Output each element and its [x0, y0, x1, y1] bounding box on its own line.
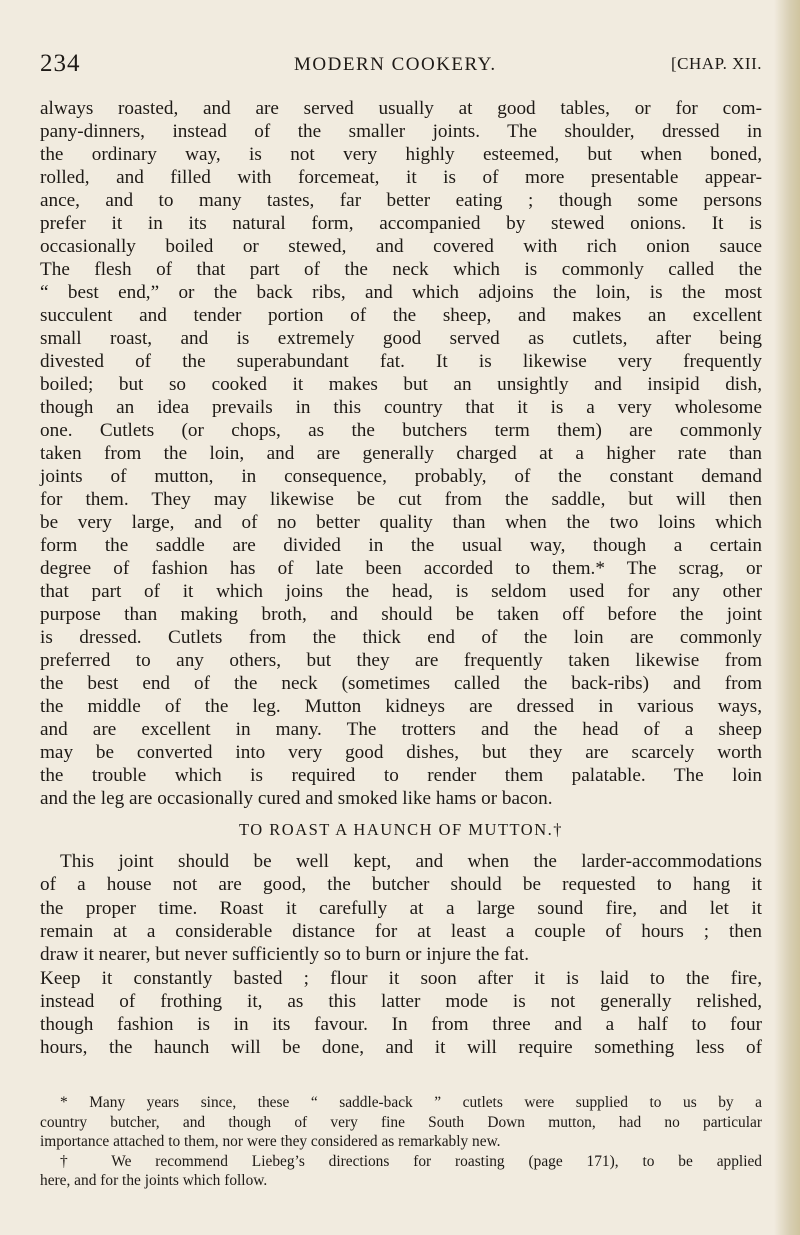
body-line: the middle of the leg. Mutton kidneys are dressed in various ways, [40, 696, 762, 717]
body-line: always roasted, and are served usually at good tables, or for com- [40, 98, 762, 119]
body-line: preferred to any others, but they are frequently taken likewise from [40, 650, 762, 671]
running-title: MODERN COOKERY. [294, 54, 497, 75]
body-line: and the leg are occasionally cured and smoked like hams or bacon. [40, 788, 553, 809]
body-line: succulent and tender portion of the sheep, and makes an excellent [40, 305, 762, 326]
footnote-line: † We recommend Liebeg’s directions for roasting (page 171), to be applied [60, 1152, 762, 1170]
section-line: This joint should be well kept, and when the larder-accommodations [60, 851, 762, 872]
body-line: pany-dinners, instead of the smaller joints. The shoulder, dressed in [40, 121, 762, 142]
page-edge-shadow [774, 0, 800, 1235]
section-line: draw it nearer, but never sufficiently so to burn or injure the fat. [40, 944, 530, 966]
page-number: 234 [40, 50, 81, 77]
section-line: Keep it constantly basted ; flour it soon after it is laid to the fire, [40, 967, 762, 989]
body-line: “ best end,” or the back ribs, and which adjoins the loin, is the most [40, 282, 762, 303]
body-line: for them. They may likewise be cut from the saddle, but will then [40, 489, 762, 510]
body-line: the ordinary way, is not very highly esteemed, but when boned, [40, 144, 762, 165]
body-line: rolled, and filled with forcemeat, it is of more presentable appear- [40, 167, 762, 188]
body-line: prefer it in its natural form, accompanied by stewed onions. It is [40, 213, 762, 234]
running-header [40, 50, 762, 82]
body-line: may be converted into very good dishes, but they are scarcely worth [40, 742, 762, 763]
body-line: joints of mutton, in consequence, probably, of the constant demand [40, 466, 762, 487]
body-line: that part of it which joins the head, is seldom used for any other [40, 581, 762, 602]
body-line: be very large, and of no better quality than when the two loins which [40, 512, 762, 533]
body-line: boiled; but so cooked it makes but an unsightly and insipid dish, [40, 374, 762, 395]
body-line: is dressed. Cutlets from the thick end of the loin are commonly [40, 627, 762, 648]
footnote-line: importance attached to them, nor were they considered as remarkably new. [40, 1133, 501, 1150]
body-line: purpose than making broth, and should be taken off before the joint [40, 604, 762, 625]
section-line: though fashion is in its favour. In from three and a half to four [40, 1014, 762, 1036]
chapter-label: [CHAP. XII. [671, 54, 762, 73]
section-line: of a house not are good, the butcher should be requested to hang it [40, 874, 762, 896]
body-line: the best end of the neck (sometimes called the back-ribs) and from [40, 673, 762, 694]
footnote-line: country butcher, and though of very fine South Down mutton, had no particular [40, 1113, 762, 1131]
body-line: The flesh of that part of the neck which is commonly called the [40, 259, 762, 280]
body-line: one. Cutlets (or chops, as the butchers term them) are commonly [40, 420, 762, 441]
body-line: ance, and to many tastes, far better eating ; though some persons [40, 190, 762, 211]
section-line: instead of frothing it, as this latter mode is not generally relished, [40, 990, 762, 1012]
section-line: the proper time. Roast it carefully at a large sound fire, and let it [40, 897, 762, 919]
footnote-line: * Many years since, these “ saddle-back ” cutlets were supplied to us by a [60, 1094, 762, 1111]
section-line: hours, the haunch will be done, and it will require something less of [40, 1037, 762, 1059]
body-line: the trouble which is required to render them palatable. The loin [40, 765, 762, 786]
section-line: remain at a considerable distance for at least a couple of hours ; then [40, 920, 762, 942]
body-line: though an idea prevails in this country that it is a very wholesome [40, 397, 762, 418]
footnote-line: here, and for the joints which follow. [40, 1172, 268, 1189]
section-heading: TO ROAST A HAUNCH OF MUTTON.† [238, 820, 564, 839]
body-line: degree of fashion has of late been accorded to them.* The scrag, or [40, 558, 762, 579]
body-line: taken from the loin, and are generally charged at a higher rate than [40, 443, 762, 464]
body-line: and are excellent in many. The trotters and the head of a sheep [40, 719, 762, 740]
body-line: form the saddle are divided in the usual way, though a certain [40, 535, 762, 556]
body-line: occasionally boiled or stewed, and covered with rich onion sauce [40, 236, 762, 257]
body-line: divested of the superabundant fat. It is likewise very frequently [40, 351, 762, 372]
body-line: small roast, and is extremely good served as cutlets, after being [40, 328, 762, 349]
